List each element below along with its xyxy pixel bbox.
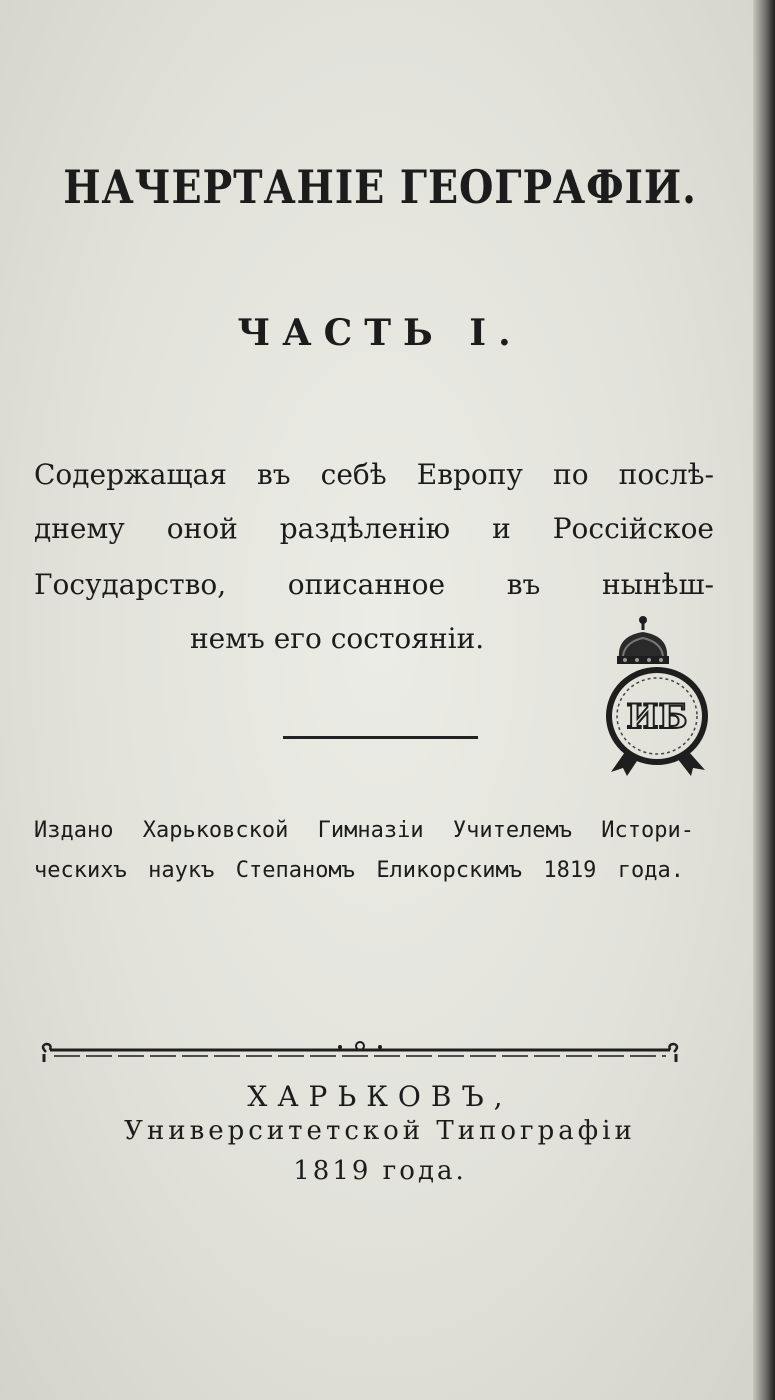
description-line-4: немъ его состояніи. (190, 622, 485, 655)
book-title: НАЧЕРТАНІЕ ГЕОГРАФІИ. (63, 160, 697, 214)
page-edge-shadow (753, 0, 775, 1400)
imprint-press: Университетской Типографіи (124, 1116, 636, 1146)
library-stamp-icon (605, 612, 717, 778)
stamp-monogram: ИБ (626, 697, 688, 737)
imprint-year: 1819 года. (293, 1156, 467, 1186)
publisher-line-1: Издано Харьковской Гимназіи Учителемъ Истори- (34, 818, 694, 843)
part-number: ЧАСТЬ I. (237, 312, 523, 354)
description-line-3: Государство, описанное въ нынѣш- (34, 568, 714, 601)
divider-rule (283, 736, 478, 739)
imprint-city: ХАРЬКОВЪ, (247, 1080, 513, 1113)
ornamental-border-icon (40, 1040, 680, 1062)
publisher-line-2: ческихъ наукъ Степаномъ Еликорскимъ 1819 года. (34, 858, 684, 883)
description-line-2: днему оной раздѣленію и Россійское (34, 512, 714, 545)
description-line-1: Содержащая въ себѣ Европу по послѣ- (34, 458, 714, 491)
